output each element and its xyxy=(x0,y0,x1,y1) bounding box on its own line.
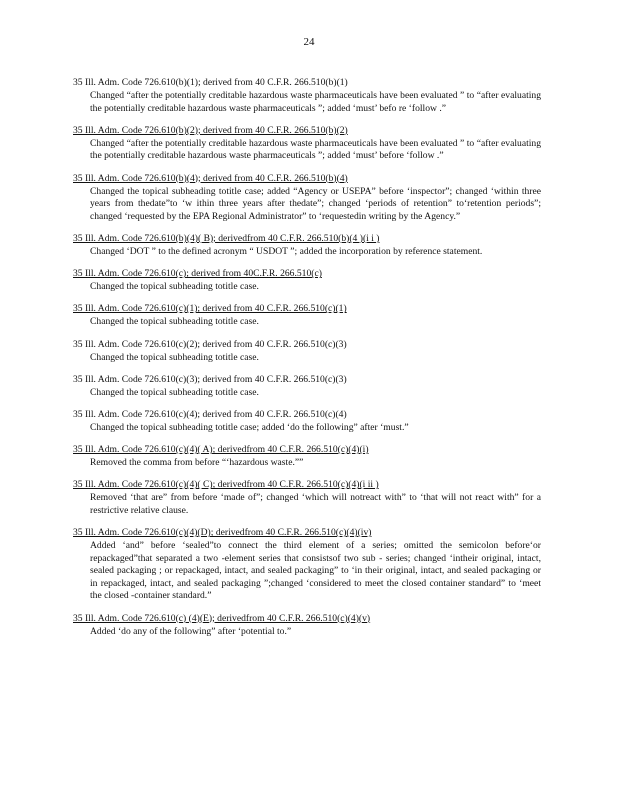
change-description: Changed the topical subheading totitle case. xyxy=(90,316,259,328)
change-description: Removed ‘that are” from before ‘made of”; changed ‘which will notreact with” to ‘that will not react with” for a restrictive relative clause. xyxy=(90,492,541,516)
list-item xyxy=(73,228,541,259)
list-item xyxy=(73,439,541,470)
list-item xyxy=(73,474,541,517)
change-description: Changed ‘DOT ” to the defined acronym “ USDOT ”; added the incorporation by reference statement. xyxy=(90,245,483,257)
list-item xyxy=(73,263,541,294)
change-description: Added ‘do any of the following” after ‘potential to.” xyxy=(90,625,292,637)
list-item xyxy=(73,369,541,400)
citation-heading: 35 Ill. Adm. Code 726.610(b)(4); derived from 40 C.F.R. 266.510(b)(4) xyxy=(73,172,348,184)
change-description: Changed the topical subheading totitle case. xyxy=(90,281,259,293)
change-description: Added ‘and” before ‘sealed”to connect the third element of a series; omitted the semicolon before‘or repackaged”that separated a two -element series that consistsof two sub - series; changed ‘intheir original, intact, sealed packaging ; or repackaged, intact, and sealed packaging” to ‘in their original, intact, and sealed packaging or in repackaged, intact, and sealed packaging ”;changed ‘considered to meet the closed container standard” to ‘meet the closed -container standard.” xyxy=(90,540,541,602)
citation-heading: 35 Ill. Adm. Code 726.610(b)(2); derived from 40 C.F.R. 266.510(b)(2) xyxy=(73,124,348,136)
change-description: Changed “after the potentially creditable hazardous waste pharmaceuticals have been evaluated ” to “after evaluating the potentially creditable hazardous waste pharmaceuticals ”; added ‘must’ befo re ‘follow .” xyxy=(90,90,541,114)
citation-heading: 35 Ill. Adm. Code 726.610(c) (4)(E); derivedfrom 40 C.F.R. 266.510(c)(4)(v) xyxy=(73,612,371,624)
citation-heading: 35 Ill. Adm. Code 726.610(b)(4)( B); derivedfrom 40 C.F.R. 266.510(b)(4 )(i i ) xyxy=(73,232,380,244)
list-item xyxy=(73,404,541,435)
amendment-list xyxy=(73,72,541,643)
list-item xyxy=(73,120,541,163)
page-number: 24 xyxy=(303,36,315,48)
citation-heading: 35 Ill. Adm. Code 726.610(c)(1); derived from 40 C.F.R. 266.510(c)(1) xyxy=(73,303,347,315)
citation-heading: 35 Ill. Adm. Code 726.610(c)(2); derived from 40 C.F.R. 266.510(c)(3) xyxy=(73,338,347,350)
citation-heading: 35 Ill. Adm. Code 726.610(c)(4)( A); derivedfrom 40 C.F.R. 266.510(c)(4)(i) xyxy=(73,444,369,456)
citation-heading: 35 Ill. Adm. Code 726.610(c)(4)(D); derivedfrom 40 C.F.R. 266.510(c)(4)(iv) xyxy=(73,527,372,539)
change-description: Changed the topical subheading totitle case. xyxy=(90,386,259,398)
list-item xyxy=(73,168,541,224)
change-description: Changed “after the potentially creditable hazardous waste pharmaceuticals have been evaluated ” to “after evaluating the potentially creditable hazardous waste pharmaceuticals ”; added ‘must’ before ‘follow .” xyxy=(90,137,541,162)
list-item xyxy=(73,72,541,115)
list-item xyxy=(73,608,541,639)
list-item xyxy=(73,298,541,329)
list-item xyxy=(73,334,541,365)
change-description: Changed the topical subheading totitle case. xyxy=(90,351,259,363)
citation-heading: 35 Ill. Adm. Code 726.610(c); derived from 40C.F.R. 266.510(c) xyxy=(73,268,322,280)
change-description: Removed the comma from before “‘hazardous waste.”” xyxy=(90,457,304,469)
list-item xyxy=(73,522,541,603)
citation-heading: 35 Ill. Adm. Code 726.610(c)(3); derived from 40 C.F.R. 266.510(c)(3) xyxy=(73,373,347,385)
change-description: Changed the topical subheading totitle case; added ‘do the following” after ‘must.” xyxy=(90,421,409,433)
citation-heading: 35 Ill. Adm. Code 726.610(b)(1); derived from 40 C.F.R. 266.510(b)(1) xyxy=(73,77,348,88)
citation-heading: 35 Ill. Adm. Code 726.610(c)(4)( C); derivedfrom 40 C.F.R. 266.510(c)(4)(i ii ) xyxy=(73,479,379,491)
change-description: Changed the topical subheading totitle case; added “Agency or USEPA” before ‘inspector”; changed ‘within three years from thedate”to ‘w ithin three years after thedate”; changed ‘periods of retention” to‘retention periods”; changed ‘requested by the EPA Regional Administrator” to ‘requestedin writing by the Agency.” xyxy=(90,185,541,222)
citation-heading: 35 Ill. Adm. Code 726.610(c)(4); derived from 40 C.F.R. 266.510(c)(4) xyxy=(73,408,347,420)
